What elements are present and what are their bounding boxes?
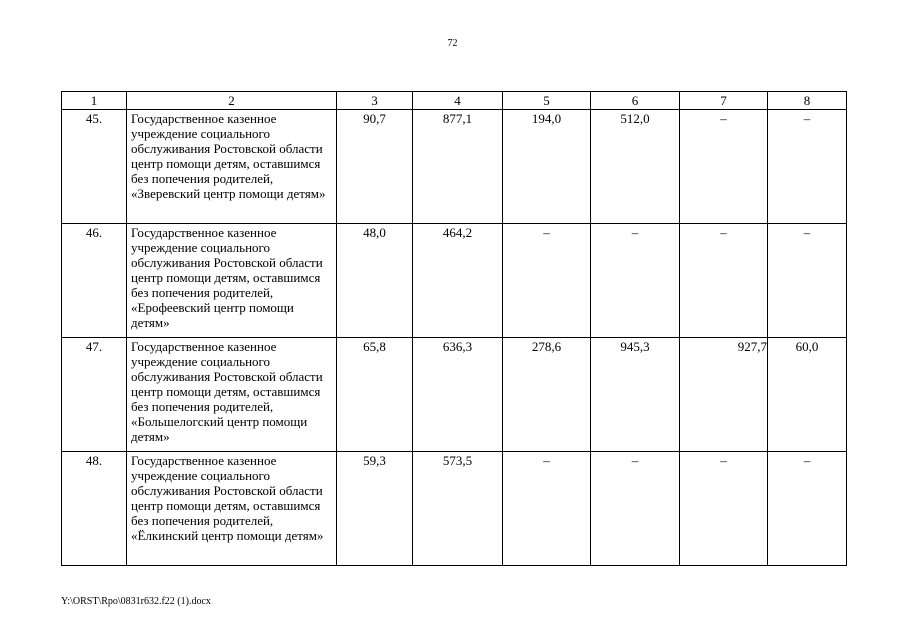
cell-col-8: – [768,110,847,224]
cell-col-4: 877,1 [413,110,503,224]
data-table [61,91,847,566]
header-cell: 6 [591,92,680,110]
cell-col-7: – [680,224,768,338]
cell-col-5: – [503,452,591,566]
cell-col-6: 512,0 [591,110,680,224]
row-number: 48. [62,452,127,566]
institution-name: Государственное казенное учреждение социального обслуживания Ростовской области центр помощи детям, оставшимся без попечения родителей, «Зверевский центр помощи детям» [127,110,337,224]
institution-name: Государственное казенное учреждение социального обслуживания Ростовской области центр помощи детям, оставшимся без попечения родителей, «Ерофеевский центр помощи детям» [127,224,337,338]
header-cell: 2 [127,92,337,110]
cell-col-4: 573,5 [413,452,503,566]
header-cell: 3 [337,92,413,110]
row-number: 45. [62,110,127,224]
cell-col-7: – [680,110,768,224]
header-cell: 8 [768,92,847,110]
cell-col-7: 927,7 [680,338,768,452]
table-row [62,452,847,566]
cell-col-8: 60,0 [768,338,847,452]
cell-col-6: – [591,224,680,338]
cell-col-8: – [768,452,847,566]
cell-col-5: – [503,224,591,338]
cell-col-5: 278,6 [503,338,591,452]
header-cell: 5 [503,92,591,110]
cell-col-4: 464,2 [413,224,503,338]
file-path-footer: Y:\ORST\Rpo\0831r632.f22 (1).docx [61,596,211,607]
row-number: 46. [62,224,127,338]
cell-col-5: 194,0 [503,110,591,224]
cell-col-7: – [680,452,768,566]
table-row [62,110,847,224]
table-row [62,338,847,452]
cell-col-4: 636,3 [413,338,503,452]
header-cell: 4 [413,92,503,110]
cell-col-3: 48,0 [337,224,413,338]
page-number: 72 [447,38,458,49]
header-cell: 7 [680,92,768,110]
cell-col-3: 90,7 [337,110,413,224]
cell-col-3: 59,3 [337,452,413,566]
header-cell: 1 [62,92,127,110]
institution-name: Государственное казенное учреждение социального обслуживания Ростовской области центр помощи детям, оставшимся без попечения родителей, «Большелогский центр помощи детям» [127,338,337,452]
cell-col-8: – [768,224,847,338]
table-header-row [62,92,847,110]
cell-col-6: 945,3 [591,338,680,452]
cell-col-6: – [591,452,680,566]
table-row [62,224,847,338]
row-number: 47. [62,338,127,452]
institution-name: Государственное казенное учреждение социального обслуживания Ростовской области центр помощи детям, оставшимся без попечения родителей, «Ёлкинский центр помощи детям» [127,452,337,566]
cell-col-3: 65,8 [337,338,413,452]
